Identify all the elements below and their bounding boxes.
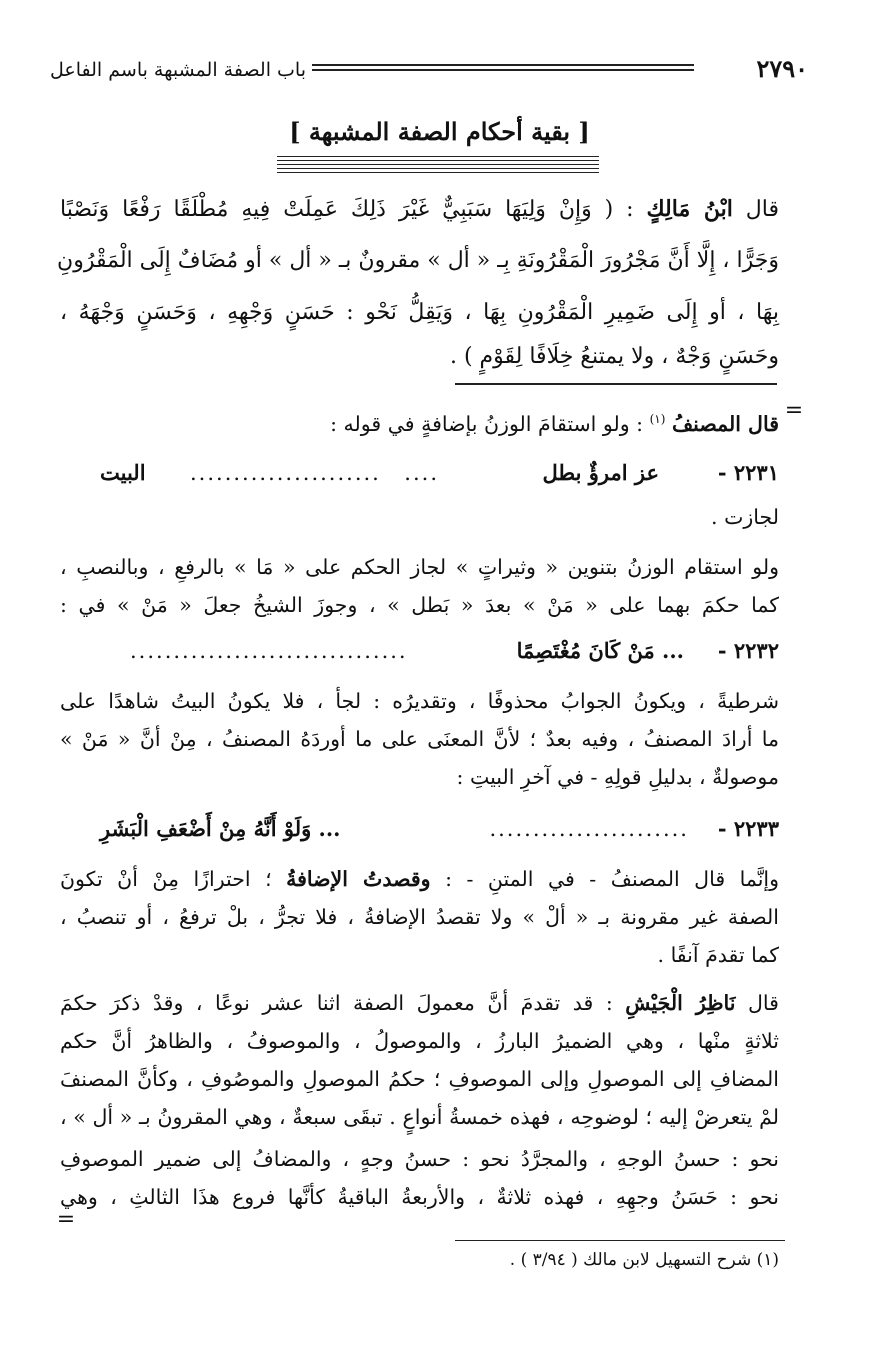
body-line: كما حكمَ بهما على « مَنْ » بعدَ « بَطل » ، وجوزَ الشيخُ جعلَ « مَنْ » في :	[60, 593, 779, 617]
section-title: [ بقية أحكام الصفة المشبهة ]	[289, 117, 590, 146]
matn-speaker: ابْنُ مَالِكٍ	[646, 196, 733, 222]
verse-hemistich: ... مَنْ كَانَ مُغْتَصِمًا	[516, 638, 684, 663]
body-line: لجازت .	[711, 505, 779, 529]
matn-line-4: وحَسَنٍ وَجْهٌ ، ولا يمتنعُ خِلَافًا لِقَوْمٍ ) .	[449, 344, 779, 369]
matn-line-2: وَجَرًّا ، إِلَّا أَنَّ مَجْرُورَ الْمَقْرُونَةِ بِـ « أل » مقرونٌ بـ « أل » أو مُضَافٌ إِلَى الْمَقْرُونِ	[57, 248, 779, 273]
verse-number: ٢٢٣٢ -	[717, 638, 779, 663]
footnote-rule	[455, 1240, 785, 1241]
body-line: نحو : حسنُ الوجهِ ، والمجرَّدُ نحو : حسنُ وجهٍ ، والمضافُ إلى ضمير الموصوفِ	[60, 1147, 779, 1171]
verse-dots: ................................	[130, 639, 408, 663]
body-line: كما تقدمَ آنفًا .	[657, 943, 779, 967]
body-line: الصفة غير مقرونة بـ « ألْ » ولا تقصدُ الإضافةُ ، فلا تجرُّ ، بلْ ترفعُ ، أو تنصبُ ،	[60, 905, 779, 929]
verse-hemistich: ... وَلَوْ أَنَّهُ مِنْ أَضْعَفِ الْبَشَرِ	[100, 816, 341, 841]
body-line: المضافِ إلى الموصولِ وإلى الموصوفِ ؛ حكمُ الموصولِ والموصُوفِ ، وكأنَّ المصنفَ	[60, 1067, 779, 1091]
matn-separator-rule	[455, 383, 777, 385]
verse-end-word: البيت	[100, 460, 146, 485]
title-ornament-lines	[277, 156, 599, 176]
body-line: قال نَاظِرُ الْجَيْشِ : قد تقدمَ أنَّ معمولَ الصفة اثنا عشر نوعًا ، وقدْ ذكرَ حكمَ	[60, 991, 779, 1015]
author-name: قال المصنفُ	[671, 411, 779, 436]
footnote-ref: (١)	[649, 412, 666, 426]
matn-line-1: قال ابْنُ مَالِكٍ : ( وَإِنْ وَلِيَهَا سَبَبِيٌّ غَيْرَ ذَلِكَ عَمِلَتْ فِيهِ مُطْلَقًا رَفْعًا وَنَصْبًا	[60, 196, 779, 222]
verse-dots: ....	[404, 461, 439, 485]
verse-dots: .......................	[489, 817, 689, 841]
header-rule	[312, 64, 694, 71]
verse-number: ٢٢٣٣ -	[717, 816, 779, 841]
body-line: لمْ يتعرضْ إليه ؛ لوضوحِه ، فهذه خمسةُ أنواعٍ . تبقَى سبعةٌ ، وهي المقرونُ بـ « أل » ،	[60, 1105, 779, 1129]
continuation-mark: =	[784, 398, 804, 423]
verse-number: ٢٢٣١ -	[717, 460, 779, 485]
quoted-phrase: وقصدتُ الإضافةُ	[286, 867, 431, 891]
body-line: وإنَّما قال المصنفُ - في المتنِ - : وقصدتُ الإضافةُ ؛ احترازًا مِنْ أنْ تكونَ	[60, 867, 780, 891]
chapter-title: باب الصفة المشبهة باسم الفاعل	[50, 59, 306, 81]
footnote: (١) شرح التسهيل لابن مالك ( ٣/٩٤ ) .	[509, 1250, 779, 1270]
verse-dots: ......................	[190, 461, 381, 485]
matn-line-3: بِهَا ، أو إِلَى ضَمِيرِ الْمَقْرُونِ بِهَا ، وَيَقِلُّ نَحْو : حَسَنٍ وَجْهِهِ ، وَحَسَنٍ وَجْهَهُ ،	[60, 300, 779, 325]
body-line: ثلاثةٍ منْها ، وهي الضميرُ البارزُ ، والموصولُ ، والموصوفُ ، والظاهرُ أنَّ حكم	[60, 1029, 779, 1053]
verse-hemistich: عز امرؤٌ بطل	[542, 460, 659, 485]
body-line: ما أرادَ المصنفُ ، وفيه بعدٌ ؛ لأنَّ المعنَى على ما أوردَهُ المصنفُ ، مِنْ أنَّ « مَنْ »	[60, 727, 779, 751]
body-line: ولو استقام الوزنُ بتنوين « وثيراتٍ » لجاز الحكم على « مَا » بالرفعِ ، وبالنصبِ ،	[60, 555, 779, 579]
body-line: قال المصنفُ $^{(١)}$ : ولو استقامَ الوزنُ بإضافةٍ في قوله :	[330, 411, 779, 436]
page-number: ٢٧٩٠	[756, 54, 808, 83]
continuation-mark: =	[56, 1207, 76, 1232]
commentator-name: نَاظِرُ الْجَيْشِ	[625, 991, 736, 1015]
body-line: شرطيةً ، ويكونُ الجوابُ محذوفًا ، وتقديرُه : لجأ ، فلا يكونُ البيتُ شاهدًا على	[60, 689, 779, 713]
body-line: موصولةٌ ، بدليلِ قولِهِ - في آخرِ البيتِ :	[456, 765, 779, 789]
body-line: نحو : حَسَنُ وجهِهِ ، فهذه ثلاثةٌ ، والأربعةُ الباقيةُ كأنَّها فروع هذَا الثالثِ ، وهي	[60, 1185, 779, 1209]
